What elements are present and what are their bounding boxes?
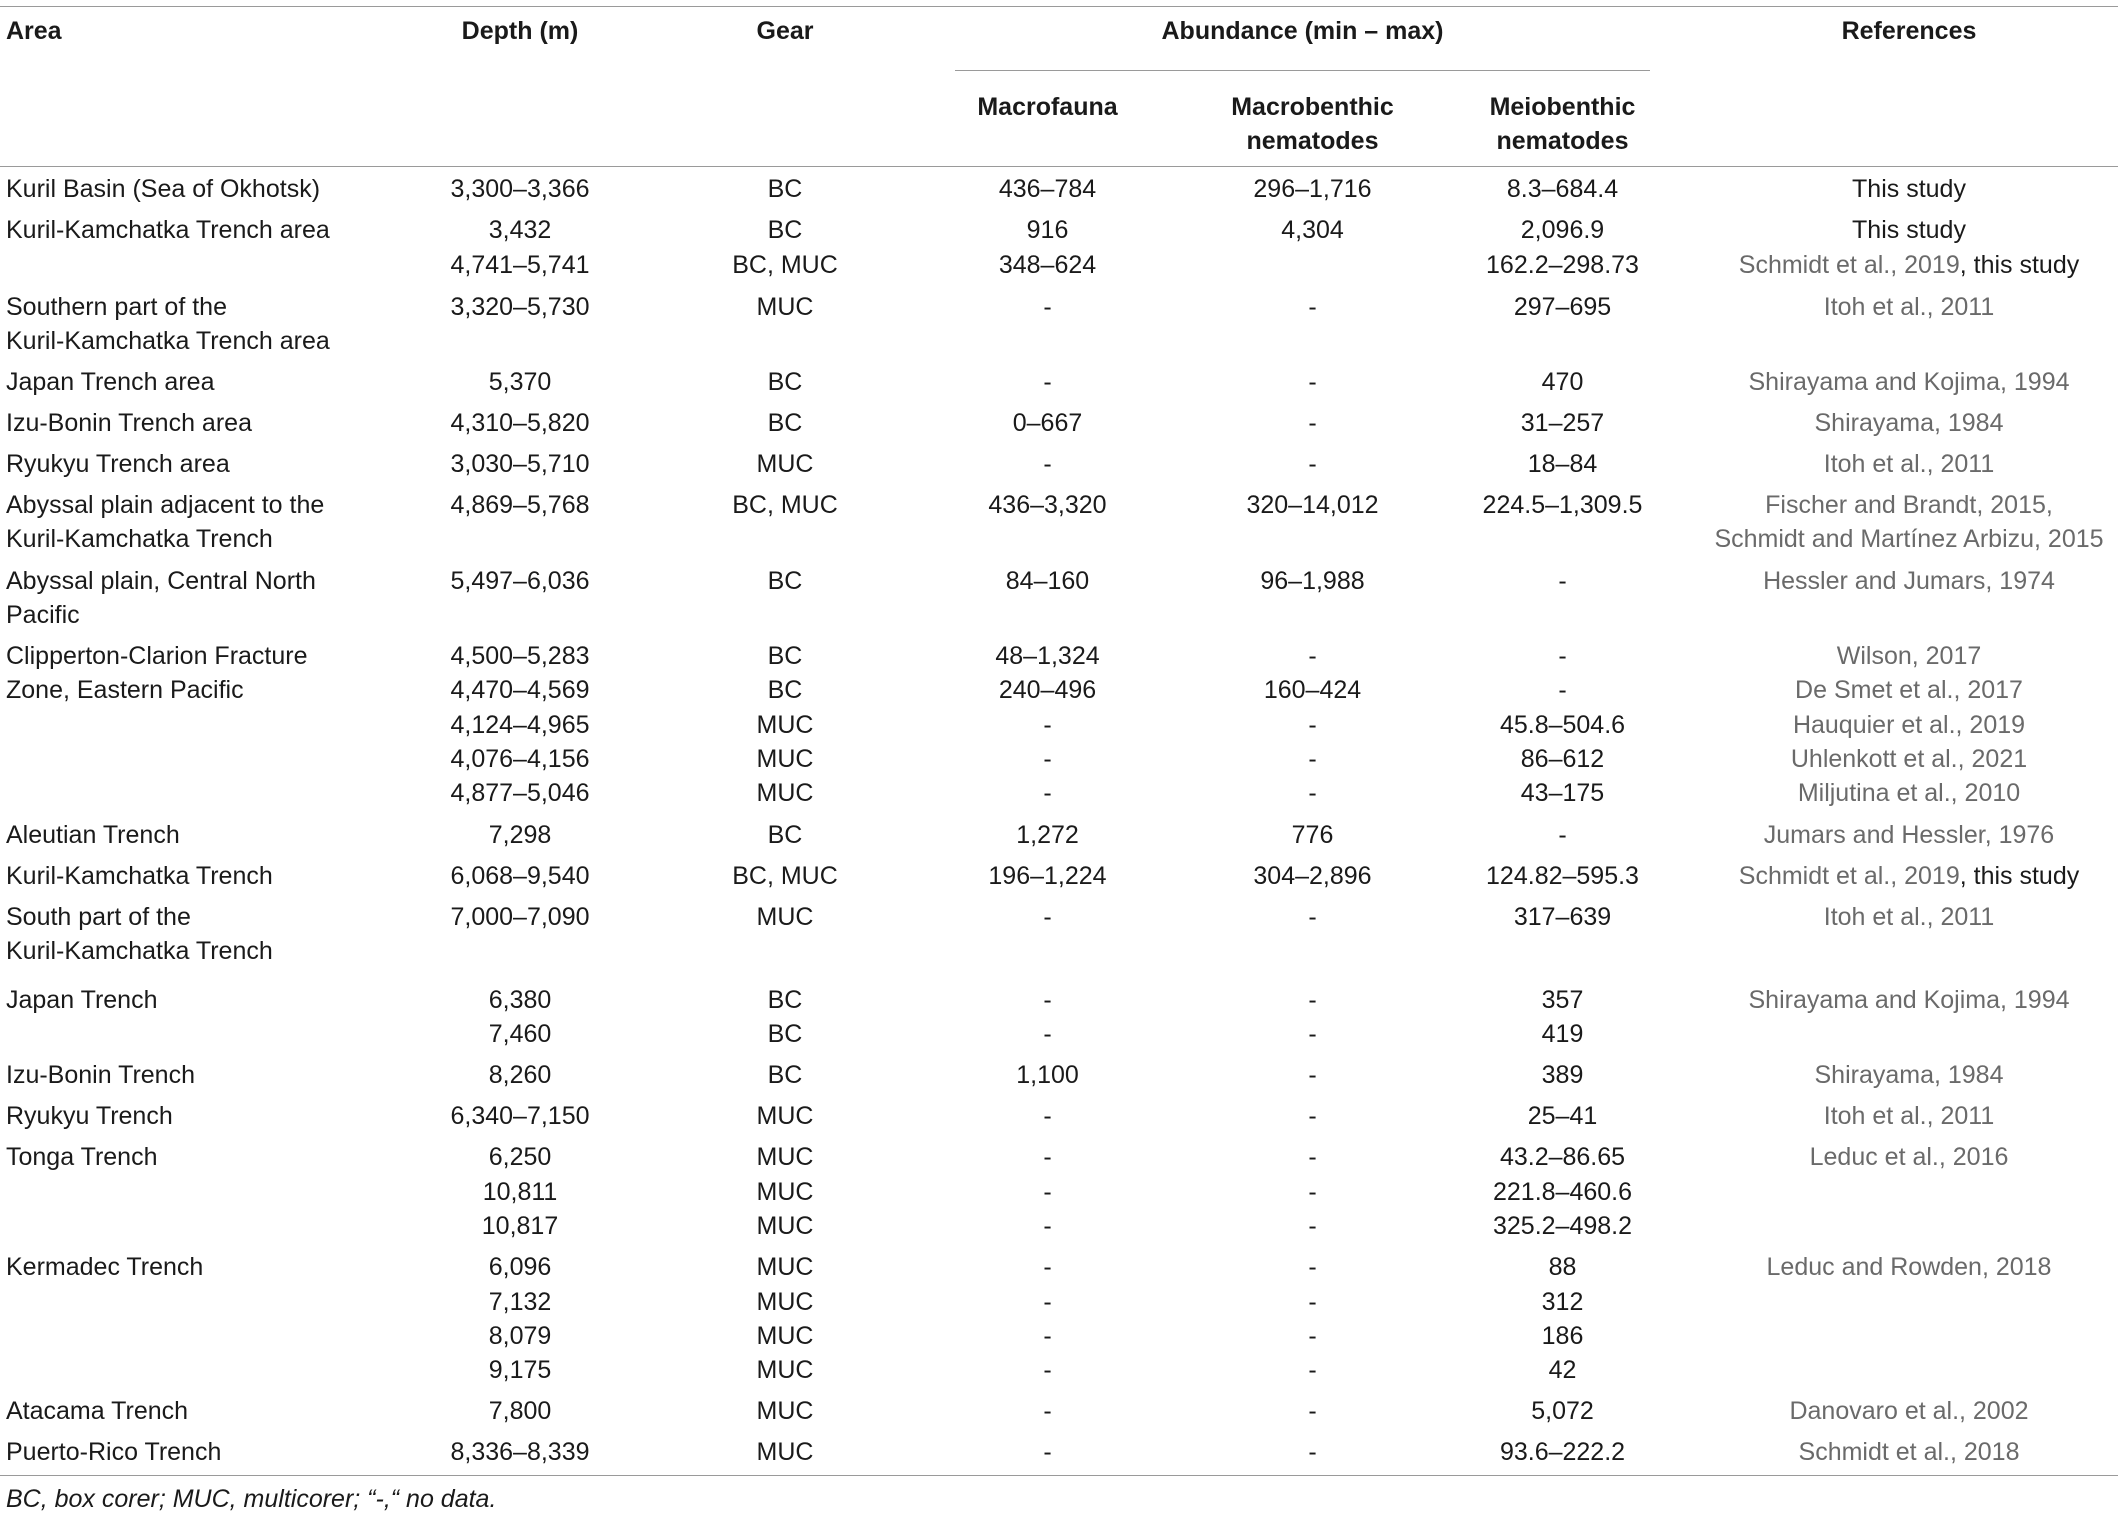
header-area: Area	[6, 17, 62, 45]
cell-meiobenthic-nematodes: 224.5–1,309.5	[1482, 491, 1643, 519]
cell-depth: 10,811	[482, 1178, 558, 1206]
cell-gear: BC	[767, 821, 803, 849]
cell-reference: Itoh et al., 2011	[1823, 293, 1995, 321]
cell-area: Japan Trench area	[6, 368, 215, 396]
cell-area: Atacama Trench	[6, 1397, 189, 1425]
table-bottom-rule	[0, 1475, 2118, 1476]
cell-macrobenthic-nematodes: -	[1308, 642, 1317, 670]
cell-depth: 8,336–8,339	[450, 1438, 590, 1466]
cell-gear: BC	[767, 216, 803, 244]
cell-macrobenthic-nematodes: -	[1308, 450, 1317, 478]
cell-depth: 5,497–6,036	[450, 567, 590, 595]
cell-gear: MUC	[756, 1288, 814, 1316]
cell-depth: 4,877–5,046	[450, 779, 590, 807]
cell-macrofauna: 48–1,324	[995, 642, 1100, 670]
cell-depth: 5,370	[488, 368, 552, 396]
cell-depth: 7,298	[488, 821, 552, 849]
cell-reference: Fischer and Brandt, 2015, Schmidt and Martínez Arbizu, 2015	[1714, 491, 2104, 553]
cell-gear: BC	[767, 409, 803, 437]
table-top-rule	[0, 6, 2118, 7]
cell-reference: Miljutina et al., 2010	[1797, 779, 2021, 807]
cell-macrobenthic-nematodes: -	[1308, 293, 1317, 321]
header-bottom-rule	[0, 166, 2118, 167]
cell-macrobenthic-nematodes: -	[1308, 779, 1317, 807]
cell-reference: Danovaro et al., 2002	[1789, 1397, 2029, 1425]
cell-macrofauna: -	[1043, 1253, 1052, 1281]
cell-macrobenthic-nematodes: 160–424	[1263, 676, 1362, 704]
cell-macrobenthic-nematodes: -	[1308, 745, 1317, 773]
cell-meiobenthic-nematodes: 389	[1541, 1061, 1584, 1089]
cell-depth: 6,380	[488, 986, 552, 1014]
cell-gear: MUC	[756, 1397, 814, 1425]
cell-macrofauna: -	[1043, 450, 1052, 478]
cell-area: Tonga Trench	[6, 1143, 158, 1171]
cell-depth: 7,460	[488, 1020, 552, 1048]
cell-macrofauna: -	[1043, 368, 1052, 396]
cell-meiobenthic-nematodes: 317–639	[1513, 903, 1612, 931]
cell-depth: 6,340–7,150	[450, 1102, 590, 1130]
cell-gear: BC	[767, 1061, 803, 1089]
cell-gear: MUC	[756, 779, 814, 807]
cell-depth: 3,320–5,730	[450, 293, 590, 321]
cell-macrobenthic-nematodes: -	[1308, 903, 1317, 931]
cell-gear: MUC	[756, 1356, 814, 1384]
header-gear: Gear	[756, 17, 814, 45]
cell-macrofauna: -	[1043, 1322, 1052, 1350]
cell-reference: Itoh et al., 2011	[1823, 903, 1995, 931]
header-depth: Depth (m)	[461, 17, 579, 45]
cell-reference: Shirayama, 1984	[1814, 409, 2004, 437]
cell-reference: Hauquier et al., 2019	[1792, 711, 2026, 739]
cell-depth: 8,260	[488, 1061, 552, 1089]
cell-macrofauna: 0–667	[1012, 409, 1083, 437]
header-macrofauna: Macrofauna	[977, 93, 1118, 121]
cell-macrobenthic-nematodes: 96–1,988	[1260, 567, 1365, 595]
cell-gear: BC	[767, 1020, 803, 1048]
cell-gear: BC	[767, 642, 803, 670]
cell-reference: Schmidt et al., 2018	[1798, 1438, 2020, 1466]
cell-gear: MUC	[756, 1178, 814, 1206]
cell-macrobenthic-nematodes: -	[1308, 1322, 1317, 1350]
cell-meiobenthic-nematodes: 221.8–460.6	[1492, 1178, 1633, 1206]
cell-gear: BC, MUC	[732, 862, 838, 890]
cell-gear: MUC	[756, 293, 814, 321]
cell-gear: MUC	[756, 711, 814, 739]
cell-gear: MUC	[756, 1438, 814, 1466]
cell-macrobenthic-nematodes: -	[1308, 1061, 1317, 1089]
cell-depth: 9,175	[488, 1356, 552, 1384]
cell-macrobenthic-nematodes: -	[1308, 1212, 1317, 1240]
cell-macrofauna: -	[1043, 903, 1052, 931]
cell-reference: Jumars and Hessler, 1976	[1763, 821, 2055, 849]
cell-reference: This study	[1852, 175, 1966, 203]
cell-macrofauna: 348–624	[998, 251, 1097, 279]
cell-macrofauna: -	[1043, 1288, 1052, 1316]
header-macrobenthic-nematodes: Macrobenthic nematodes	[1231, 93, 1394, 155]
cell-reference: Itoh et al., 2011	[1823, 450, 1995, 478]
cell-meiobenthic-nematodes: -	[1558, 821, 1567, 849]
cell-gear: MUC	[756, 1212, 814, 1240]
cell-macrofauna: -	[1043, 1143, 1052, 1171]
cell-macrobenthic-nematodes: -	[1308, 1356, 1317, 1384]
cell-reference: Uhlenkott et al., 2021	[1790, 745, 2028, 773]
cell-macrobenthic-nematodes: -	[1308, 1102, 1317, 1130]
cell-meiobenthic-nematodes: 45.8–504.6	[1499, 711, 1626, 739]
cell-area: Japan Trench	[6, 986, 158, 1014]
cell-macrobenthic-nematodes: 4,304	[1281, 216, 1344, 244]
cell-gear: BC	[767, 567, 803, 595]
cell-area: Izu-Bonin Trench area	[6, 409, 252, 437]
cell-area: Abyssal plain, Central North Pacific	[6, 567, 316, 629]
cell-gear: BC	[767, 676, 803, 704]
cell-gear: MUC	[756, 450, 814, 478]
cell-reference: Schmidt et al., 2019, this study	[1738, 862, 2080, 890]
cell-meiobenthic-nematodes: 18–84	[1527, 450, 1598, 478]
cell-depth: 7,132	[488, 1288, 552, 1316]
cell-reference: De Smet et al., 2017	[1795, 676, 2023, 704]
cell-macrofauna: -	[1043, 1397, 1052, 1425]
cell-meiobenthic-nematodes: 325.2–498.2	[1492, 1212, 1633, 1240]
header-meiobenthic-nematodes: Meiobenthic nematodes	[1489, 93, 1636, 155]
cell-gear: MUC	[756, 1322, 814, 1350]
cell-area: Izu-Bonin Trench	[6, 1061, 195, 1089]
cell-depth: 6,250	[488, 1143, 552, 1171]
cell-depth: 3,432	[488, 216, 552, 244]
cell-depth: 4,869–5,768	[450, 491, 590, 519]
cell-depth: 3,030–5,710	[450, 450, 590, 478]
cell-meiobenthic-nematodes: 8.3–684.4	[1506, 175, 1619, 203]
cell-gear: MUC	[756, 903, 814, 931]
cell-reference: Wilson, 2017	[1836, 642, 1982, 670]
cell-macrofauna: 436–3,320	[988, 491, 1107, 519]
cell-reference: Hessler and Jumars, 1974	[1763, 567, 2055, 595]
cell-macrofauna: 1,272	[1016, 821, 1079, 849]
cell-area: Abyssal plain adjacent to the Kuril-Kamchatka Trench	[6, 491, 325, 553]
cell-area: Ryukyu Trench	[6, 1102, 173, 1130]
cell-macrobenthic-nematodes: -	[1308, 986, 1317, 1014]
cell-macrobenthic-nematodes: -	[1308, 409, 1317, 437]
cell-meiobenthic-nematodes: 470	[1541, 368, 1584, 396]
cell-meiobenthic-nematodes: 5,072	[1531, 1397, 1594, 1425]
cell-meiobenthic-nematodes: -	[1558, 642, 1567, 670]
cell-meiobenthic-nematodes: 88	[1548, 1253, 1577, 1281]
cell-macrobenthic-nematodes: -	[1308, 1143, 1317, 1171]
cell-macrobenthic-nematodes: 304–2,896	[1253, 862, 1372, 890]
cell-area: Kuril Basin (Sea of Okhotsk)	[6, 175, 321, 203]
cell-area: Southern part of the Kuril-Kamchatka Trench area	[6, 293, 330, 355]
cell-macrofauna: -	[1043, 779, 1052, 807]
cell-macrofauna: -	[1043, 1438, 1052, 1466]
cell-depth: 6,096	[488, 1253, 552, 1281]
cell-meiobenthic-nematodes: 312	[1541, 1288, 1584, 1316]
header-references: References	[1841, 17, 1977, 45]
cell-depth: 6,068–9,540	[450, 862, 590, 890]
cell-meiobenthic-nematodes: 43.2–86.65	[1499, 1143, 1626, 1171]
cell-depth: 10,817	[481, 1212, 559, 1240]
cell-gear: MUC	[756, 1143, 814, 1171]
cell-reference: Schmidt et al., 2019, this study	[1738, 251, 2080, 279]
cell-macrobenthic-nematodes: 296–1,716	[1253, 175, 1372, 203]
cell-macrofauna: -	[1043, 1212, 1052, 1240]
cell-macrofauna: 1,100	[1016, 1061, 1079, 1089]
cell-gear: BC, MUC	[732, 491, 838, 519]
cell-gear: MUC	[756, 1102, 814, 1130]
cell-meiobenthic-nematodes: 43–175	[1520, 779, 1605, 807]
cell-meiobenthic-nematodes: 25–41	[1527, 1102, 1598, 1130]
cell-macrofauna: 196–1,224	[988, 862, 1107, 890]
cell-depth: 4,310–5,820	[450, 409, 590, 437]
cell-area: Ryukyu Trench area	[6, 450, 230, 478]
cell-gear: BC	[767, 368, 803, 396]
cell-meiobenthic-nematodes: -	[1558, 676, 1567, 704]
cell-reference: Shirayama and Kojima, 1994	[1748, 986, 2070, 1014]
cell-gear: MUC	[756, 745, 814, 773]
cell-depth: 3,300–3,366	[450, 175, 590, 203]
cell-meiobenthic-nematodes: 93.6–222.2	[1499, 1438, 1626, 1466]
cell-macrobenthic-nematodes: -	[1308, 1253, 1317, 1281]
cell-meiobenthic-nematodes: 162.2–298.73	[1486, 251, 1639, 279]
cell-macrofauna: 916	[1026, 216, 1069, 244]
cell-gear: MUC	[756, 1253, 814, 1281]
cell-macrofauna: -	[1043, 1356, 1052, 1384]
cell-area: Kuril-Kamchatka Trench	[6, 862, 273, 890]
cell-meiobenthic-nematodes: 42	[1548, 1356, 1577, 1384]
cell-area: Kermadec Trench	[6, 1253, 204, 1281]
table-footnote: BC, box corer; MUC, multicorer; “-,“ no data.	[6, 1485, 497, 1513]
cell-macrobenthic-nematodes: -	[1308, 368, 1317, 396]
cell-macrofauna: -	[1043, 986, 1052, 1014]
cell-macrobenthic-nematodes: -	[1308, 1288, 1317, 1316]
cell-macrobenthic-nematodes: 320–14,012	[1246, 491, 1379, 519]
cell-meiobenthic-nematodes: 186	[1541, 1322, 1584, 1350]
cell-macrofauna: 240–496	[998, 676, 1097, 704]
cell-depth: 7,000–7,090	[450, 903, 590, 931]
cell-macrofauna: 436–784	[998, 175, 1097, 203]
cell-depth: 8,079	[488, 1322, 552, 1350]
cell-gear: BC, MUC	[732, 251, 838, 279]
cell-macrofauna: -	[1043, 1178, 1052, 1206]
cell-macrobenthic-nematodes: -	[1308, 711, 1317, 739]
cell-reference: Shirayama and Kojima, 1994	[1748, 368, 2070, 396]
cell-area: Kuril-Kamchatka Trench area	[6, 216, 330, 244]
cell-area: Puerto-Rico Trench	[6, 1438, 222, 1466]
cell-macrofauna: -	[1043, 711, 1052, 739]
cell-depth: 7,800	[488, 1397, 552, 1425]
cell-macrofauna: -	[1043, 1020, 1052, 1048]
cell-area: South part of the Kuril-Kamchatka Trench	[6, 903, 273, 965]
cell-macrobenthic-nematodes: -	[1308, 1178, 1317, 1206]
cell-reference: Itoh et al., 2011	[1823, 1102, 1995, 1130]
cell-area: Aleutian Trench	[6, 821, 180, 849]
cell-meiobenthic-nematodes: 357	[1541, 986, 1584, 1014]
cell-meiobenthic-nematodes: -	[1558, 567, 1567, 595]
cell-depth: 4,124–4,965	[450, 711, 590, 739]
cell-area: Clipperton-Clarion Fracture Zone, Eastern Pacific	[6, 642, 308, 704]
cell-reference: Leduc and Rowden, 2018	[1766, 1253, 2052, 1281]
cell-macrobenthic-nematodes: 776	[1291, 821, 1334, 849]
cell-depth: 4,741–5,741	[450, 251, 590, 279]
cell-gear: BC	[767, 986, 803, 1014]
header-abundance: Abundance (min – max)	[1161, 17, 1444, 45]
cell-depth: 4,470–4,569	[450, 676, 590, 704]
cell-meiobenthic-nematodes: 86–612	[1520, 745, 1605, 773]
abundance-subrule	[955, 70, 1650, 71]
cell-gear: BC	[767, 175, 803, 203]
cell-reference: Shirayama, 1984	[1814, 1061, 2004, 1089]
cell-reference: Leduc et al., 2016	[1809, 1143, 2009, 1171]
cell-macrobenthic-nematodes: -	[1308, 1438, 1317, 1466]
cell-macrofauna: -	[1043, 1102, 1052, 1130]
cell-depth: 4,500–5,283	[450, 642, 590, 670]
cell-macrobenthic-nematodes: -	[1308, 1397, 1317, 1425]
cell-macrofauna: 84–160	[1005, 567, 1090, 595]
cell-meiobenthic-nematodes: 297–695	[1513, 293, 1612, 321]
cell-meiobenthic-nematodes: 31–257	[1520, 409, 1605, 437]
cell-meiobenthic-nematodes: 124.82–595.3	[1486, 862, 1639, 890]
cell-macrofauna: -	[1043, 293, 1052, 321]
cell-reference: This study	[1852, 216, 1966, 244]
cell-meiobenthic-nematodes: 419	[1541, 1020, 1584, 1048]
cell-macrobenthic-nematodes: -	[1308, 1020, 1317, 1048]
cell-macrofauna: -	[1043, 745, 1052, 773]
cell-depth: 4,076–4,156	[450, 745, 590, 773]
cell-meiobenthic-nematodes: 2,096.9	[1520, 216, 1605, 244]
